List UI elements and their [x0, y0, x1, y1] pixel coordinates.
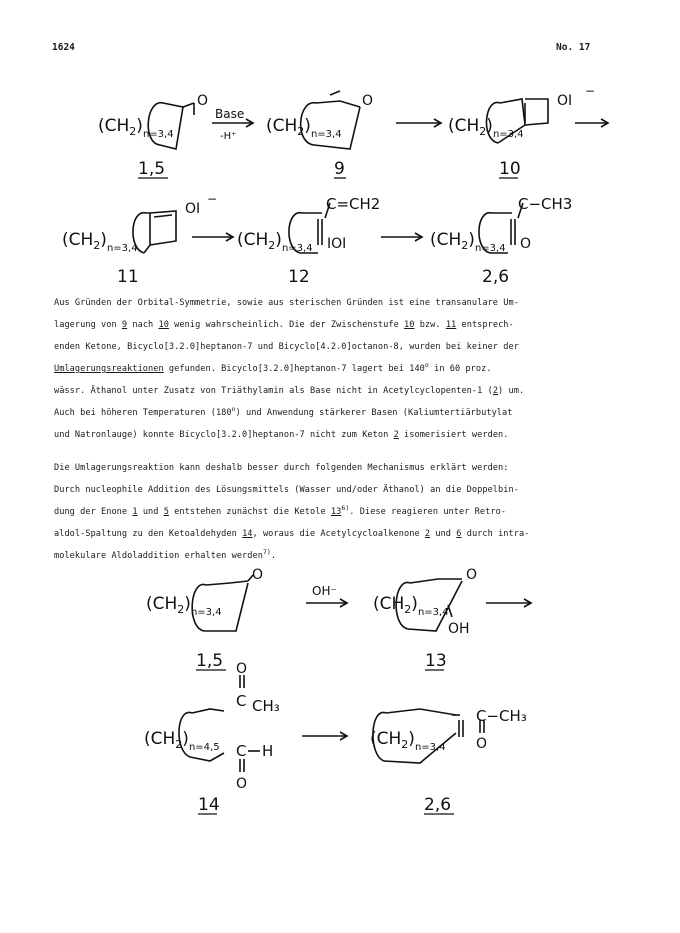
- ch2-label-9: $(CH_2)_{n=3,4}$: [266, 116, 342, 140]
- paragraph-1: [54, 292, 634, 446]
- text-line: wässr. Äthanol unter Zusatz von Triäthylamin als Base nicht in Acetylcyclopenten-1 (2) um.: [54, 386, 525, 396]
- aldehyde-carbon-14: C: [236, 742, 247, 760]
- oxygen-14-bottom: O: [236, 776, 248, 792]
- ch2-label-1-5-b: $(CH_2)_{n=3,4}$: [146, 594, 222, 618]
- oxide-12: IOI: [327, 236, 347, 252]
- compound-11: 11: [117, 267, 139, 287]
- ch2-label-12: $(CH_2)_{n=3,4}$: [237, 230, 313, 254]
- scheme-row-1: [0, 84, 680, 287]
- compound-12: 12: [288, 267, 310, 287]
- oxygen-1-5-b: O: [252, 567, 264, 583]
- acetyl-group-2-6-b: C−CH₃: [476, 707, 527, 725]
- vinyl-group-12: C=CH2: [326, 195, 381, 213]
- methyl-14: CH₃: [252, 697, 280, 715]
- ch2-label-2-6: $(CH_2)_{n=3,4}$: [430, 230, 506, 254]
- oxide-11: OI: [185, 201, 201, 217]
- compound-1-5: 1,5: [138, 159, 166, 179]
- ch2-label-10: $(CH_2)_{n=3,4}$: [448, 116, 524, 140]
- compound-13: 13: [425, 651, 447, 671]
- compound-2-6-b: 2,6: [424, 795, 452, 815]
- text-line: Auch bei höheren Temperaturen (180$^o$) und Anwendung stärkerer Basen (Kaliumtertiärbutylat: [54, 405, 513, 418]
- text-line: aldol-Spaltung zu den Ketoaldehyden 14, woraus die Acetylcycloalkenone 2 und 6 durch intra-: [54, 529, 530, 539]
- text-line: und Natronlauge) konnte Bicyclo[3.2.0]heptanon-7 nicht zum Keton 2 isomerisiert werden.: [54, 430, 509, 440]
- compound-1-5-b: 1,5: [196, 651, 224, 671]
- hydroxyl-13: OH: [448, 621, 470, 637]
- ch2-label-11: $(CH_2)_{n=3,4}$: [62, 230, 138, 254]
- aldehyde-h-14: H: [262, 742, 274, 760]
- text-line: dung der Enone 1 und 5 entstehen zunächst die Ketole 13$^{6)}$. Diese reagieren unter Retro-: [54, 504, 507, 517]
- acetyl-carbon-14: C: [236, 692, 247, 710]
- reagent-hydroxide: OH⁻: [312, 584, 337, 598]
- reagent-base: Base: [215, 107, 245, 121]
- ch2-label-2-6-b: $(CH_2)_{n=3,4}$: [370, 729, 446, 753]
- ch2-label-14: $(CH_2)_{n=4,5}$: [144, 729, 220, 753]
- acetyl-group-2-6: C−CH3: [518, 195, 573, 213]
- charge-10: −: [585, 84, 596, 98]
- oxide-10: OI: [557, 93, 573, 109]
- text-line: enden Ketone, Bicyclo[3.2.0]heptanon-7 und Bicyclo[4.2.0]octanon-8, wurden bei keiner der: [54, 342, 519, 352]
- text-line: Durch nucleophile Addition des Lösungsmittels (Wasser und/oder Äthanol) an die Doppelbin-: [54, 485, 519, 495]
- ch2-label-13: $(CH_2)_{n=3,4}$: [373, 594, 449, 618]
- page-number: 1624: [52, 42, 75, 53]
- compound-2-6: 2,6: [482, 267, 510, 287]
- paragraph-2: [54, 457, 634, 567]
- ch2-label-1: $(CH_2)_{n=3,4}$: [98, 116, 174, 140]
- text-line: molekulare Aldoladdition erhalten werden$^{7)}$.: [54, 548, 277, 561]
- text-line: Die Umlagerungsreaktion kann deshalb besser durch folgenden Mechanismus erklärt werden:: [54, 463, 509, 473]
- text-line: lagerung von 9 nach 10 wenig wahrscheinlich. Die der Zwischenstufe 10 bzw. 11 entsprech-: [54, 320, 514, 330]
- oxygen-2-6-b: O: [476, 736, 488, 752]
- compound-10: 10: [499, 159, 521, 179]
- scheme-row-2: [0, 565, 680, 825]
- text-line: Aus Gründen der Orbital-Symmetrie, sowie aus sterischen Gründen ist eine transanulare Um-: [54, 298, 519, 308]
- issue-number: No. 17: [556, 42, 591, 53]
- oxygen-2-6: O: [520, 236, 532, 252]
- oxygen-14-top: O: [236, 661, 248, 677]
- oxygen-1: O: [197, 93, 209, 109]
- text-line: Umlagerungsreaktionen gefunden. Bicyclo[3.2.0]heptanon-7 lagert bei 140$^o$ in 60 proz.: [54, 361, 492, 374]
- oxygen-9: O: [362, 93, 374, 109]
- compound-9: 9: [334, 159, 345, 179]
- reagent-minus-h: -H⁺: [220, 131, 237, 142]
- oxygen-13: O: [466, 567, 478, 583]
- compound-14: 14: [198, 795, 220, 815]
- charge-11: −: [207, 192, 218, 206]
